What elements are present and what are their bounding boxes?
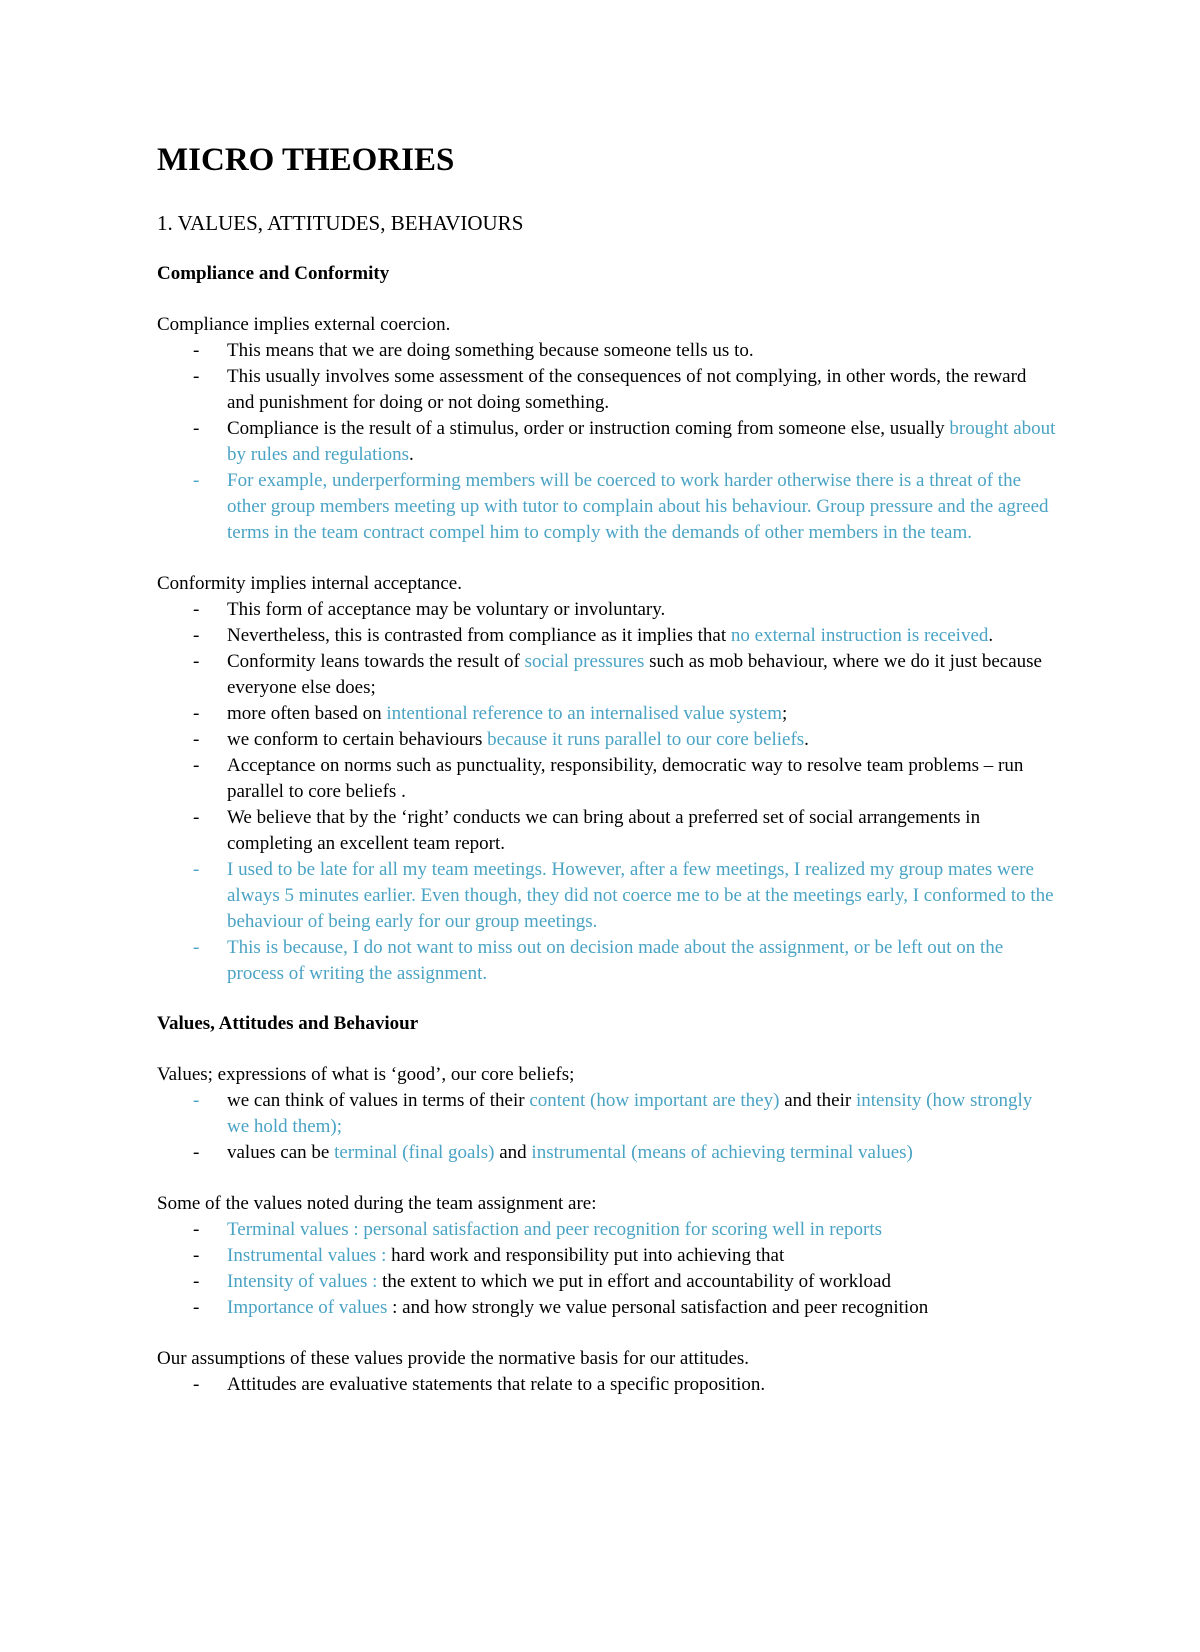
document-page <box>157 140 1057 1398</box>
subheading-values-attitudes-behaviour: Values, Attitudes and Behaviour <box>157 1013 419 1034</box>
item-text: we can think of values in terms of their <box>227 1090 530 1111</box>
assumptions-intro: Our assumptions of these values provide the normative basis for our attitudes. <box>157 1348 750 1369</box>
item-text: values can be <box>227 1142 335 1163</box>
assumptions-block <box>157 1346 1057 1398</box>
highlighted-text: intentional reference to an internalised value system <box>386 703 783 724</box>
highlighted-text: terminal (final goals) <box>334 1142 495 1163</box>
dash-bullet: - <box>193 1219 200 1240</box>
item-text: : and how strongly we value personal satisfaction and peer recognition <box>392 1297 929 1318</box>
highlighted-text: This is because, I do not want to miss out on decision made about the assignment, or be left out on the process of writing the assignment. <box>227 937 1004 984</box>
list-item <box>157 857 1057 935</box>
item-text: We believe that by the ‘right’ conducts we can bring about a preferred set of social arrangements in completing an excellent team report. <box>227 807 981 854</box>
dash-bullet: - <box>193 366 200 387</box>
highlighted-text: Instrumental values : <box>227 1245 392 1266</box>
highlighted-text: content (how important are they) <box>529 1090 780 1111</box>
list-item <box>157 935 1057 987</box>
highlighted-text: Importance of values <box>227 1297 393 1318</box>
highlighted-text: brought about by rules and regulations <box>227 418 1056 465</box>
subheading-compliance-conformity: Compliance and Conformity <box>157 263 390 284</box>
list-item <box>157 1372 1057 1398</box>
list-item <box>157 1243 1057 1269</box>
noted-values-list <box>157 1217 1057 1321</box>
dash-bullet: - <box>193 729 200 750</box>
conformity-intro: Conformity implies internal acceptance. <box>157 573 462 594</box>
highlighted-text: Intensity of values : <box>227 1271 383 1292</box>
item-text: such as mob behaviour, where we do it just because everyone else does; <box>227 651 1042 698</box>
item-text: more often based on <box>227 703 387 724</box>
item-text: and <box>494 1142 532 1163</box>
dash-bullet: - <box>193 859 200 880</box>
dash-bullet: - <box>193 1142 200 1163</box>
list-item <box>157 805 1057 857</box>
dash-bullet: - <box>193 470 200 491</box>
list-item <box>157 364 1057 416</box>
highlighted-text: because it runs parallel to our core beliefs <box>487 729 805 750</box>
dash-bullet: - <box>193 340 200 361</box>
item-text: and their <box>779 1090 856 1111</box>
list-item <box>157 649 1057 701</box>
values-list <box>157 1088 1057 1166</box>
highlighted-text: For example, underperforming members will be coerced to work harder otherwise there is a threat of the other group members meeting up with tutor to complain about his behaviour. Group pressure and the agreed terms in the team contract compel him to comply with the demands of other members in the team. <box>227 470 1049 543</box>
list-item <box>157 416 1057 468</box>
dash-bullet: - <box>193 807 200 828</box>
dash-bullet: - <box>193 1245 200 1266</box>
dash-bullet: - <box>193 1297 200 1318</box>
list-item <box>157 1217 1057 1243</box>
item-text: ; <box>782 703 788 724</box>
item-text: hard work and responsibility put into achieving that <box>391 1245 785 1266</box>
dash-bullet: - <box>193 1090 200 1111</box>
dash-bullet: - <box>193 418 200 439</box>
noted-values-intro: Some of the values noted during the team assignment are: <box>157 1193 597 1214</box>
dash-bullet: - <box>193 755 200 776</box>
dash-bullet: - <box>193 625 200 646</box>
dash-bullet: - <box>193 1271 200 1292</box>
highlighted-text: no external instruction is received <box>730 625 989 646</box>
conformity-list <box>157 597 1057 987</box>
highlighted-text: I used to be late for all my team meetings. However, after a few meetings, I realized my group mates were always 5 minutes earlier. Even though, they did not coerce me to be at the meetings early, I conformed to the behaviour of being early for our group meetings. <box>227 859 1054 932</box>
list-item <box>157 338 1057 364</box>
values-block <box>157 1062 1057 1166</box>
highlighted-text: social pressures <box>524 651 645 672</box>
item-text: Conformity leans towards the result of <box>227 651 525 672</box>
compliance-list <box>157 338 1057 546</box>
item-text: we conform to certain behaviours <box>227 729 488 750</box>
item-text: Compliance is the result of a stimulus, order or instruction coming from someone else, usually <box>227 418 950 439</box>
list-item <box>157 701 1057 727</box>
list-item <box>157 1269 1057 1295</box>
list-item <box>157 1088 1057 1140</box>
dash-bullet: - <box>193 651 200 672</box>
noted-values-block <box>157 1191 1057 1321</box>
item-text: This form of acceptance may be voluntary or involuntary. <box>227 599 666 620</box>
list-item <box>157 727 1057 753</box>
compliance-intro: Compliance implies external coercion. <box>157 314 451 335</box>
item-text: . <box>988 625 994 646</box>
document-title: MICRO THEORIES <box>157 142 455 178</box>
highlighted-text: instrumental (means of achieving terminal values) <box>531 1142 913 1163</box>
item-text: Attitudes are evaluative statements that relate to a specific proposition. <box>227 1374 766 1395</box>
values-intro: Values; expressions of what is ‘good’, our core beliefs; <box>157 1064 575 1085</box>
assumptions-list <box>157 1372 1057 1398</box>
item-text: . <box>804 729 809 750</box>
section-heading: 1. VALUES, ATTITUDES, BEHAVIOURS <box>157 211 524 235</box>
list-item <box>157 1295 1057 1321</box>
item-text: This means that we are doing something because someone tells us to. <box>227 340 754 361</box>
dash-bullet: - <box>193 1374 200 1395</box>
item-text: This usually involves some assessment of the consequences of not complying, in other words, the reward and punishment for doing or not doing something. <box>227 366 1027 413</box>
item-text: . <box>409 444 414 465</box>
item-text: Acceptance on norms such as punctuality, responsibility, democratic way to resolve team problems – run parallel to core beliefs . <box>227 755 1024 802</box>
compliance-block <box>157 312 1057 546</box>
dash-bullet: - <box>193 937 200 958</box>
dash-bullet: - <box>193 703 200 724</box>
item-text: the extent to which we put in effort and accountability of workload <box>382 1271 891 1292</box>
list-item <box>157 1140 1057 1166</box>
highlighted-text: intensity (how strongly we hold them); <box>227 1090 1033 1137</box>
highlighted-text: Terminal values : personal satisfaction and peer recognition for scoring well in reports <box>227 1219 883 1240</box>
conformity-block <box>157 571 1057 987</box>
list-item <box>157 597 1057 623</box>
list-item <box>157 623 1057 649</box>
list-item <box>157 753 1057 805</box>
list-item <box>157 468 1057 546</box>
dash-bullet: - <box>193 599 200 620</box>
item-text: Nevertheless, this is contrasted from compliance as it implies that <box>227 625 731 646</box>
